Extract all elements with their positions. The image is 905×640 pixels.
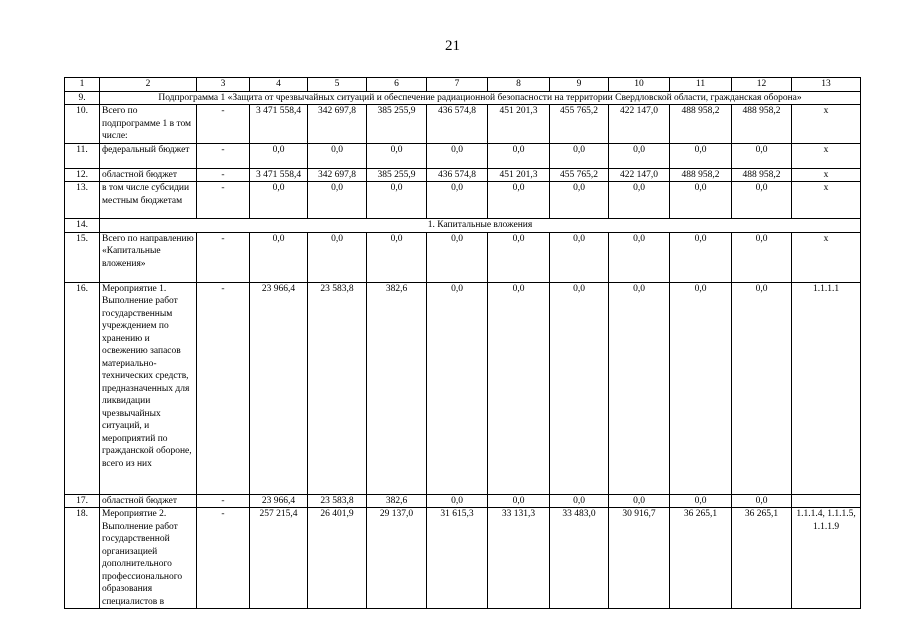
section-title: Подпрограмма 1 «Защита от чрезвычайных ситуаций и обеспечение радиационной безопасности на территории Свердловской области, гражданская оборона» <box>100 91 861 105</box>
row-number: 10. <box>65 105 100 144</box>
value-cell: 0,0 <box>670 143 732 168</box>
value-cell: 23 966,4 <box>250 494 308 508</box>
column-header: 1 <box>65 78 100 92</box>
row-number: 13. <box>65 182 100 219</box>
value-cell: 0,0 <box>670 182 732 219</box>
column-header: 7 <box>427 78 488 92</box>
target-ref-cell: 1.1.1.4, 1.1.1.5, 1.1.1.9 <box>792 508 861 609</box>
row-number: 12. <box>65 168 100 182</box>
column-header: 13 <box>792 78 861 92</box>
row-number: 17. <box>65 494 100 508</box>
value-cell: 488 958,2 <box>670 105 732 144</box>
value-cell: 36 265,1 <box>670 508 732 609</box>
value-cell: 455 765,2 <box>550 168 609 182</box>
value-cell: 0,0 <box>367 232 427 282</box>
header-row <box>65 78 861 92</box>
value-cell: 0,0 <box>550 232 609 282</box>
value-cell: 342 697,8 <box>308 168 367 182</box>
value-cell: 0,0 <box>308 182 367 219</box>
column-3-cell: - <box>197 143 250 168</box>
value-cell: 0,0 <box>427 143 488 168</box>
value-cell: 0,0 <box>609 494 670 508</box>
value-cell: 23 583,8 <box>308 494 367 508</box>
value-cell: 29 137,0 <box>367 508 427 609</box>
column-header: 6 <box>367 78 427 92</box>
value-cell: 26 401,9 <box>308 508 367 609</box>
table-row <box>65 168 861 182</box>
value-cell: 0,0 <box>670 282 732 494</box>
column-header: 12 <box>732 78 792 92</box>
row-number: 14. <box>65 219 100 233</box>
row-name: Мероприятие 1. Выполнение работ государственным учреждением по хранению и освежению запасов материально-технических средств, предназначенных для ликвидации чрезвычайных ситуаций, и мероприятий по гражданской обороне, всего из них <box>100 282 197 494</box>
value-cell: 0,0 <box>488 494 550 508</box>
value-cell: 0,0 <box>308 143 367 168</box>
value-cell: 488 958,2 <box>670 168 732 182</box>
table-row <box>65 508 861 609</box>
column-3-cell: - <box>197 508 250 609</box>
target-ref-cell: х <box>792 143 861 168</box>
row-number: 15. <box>65 232 100 282</box>
subprogram-row <box>65 91 861 105</box>
value-cell: 0,0 <box>609 182 670 219</box>
value-cell: 0,0 <box>550 182 609 219</box>
value-cell: 0,0 <box>367 143 427 168</box>
table-row <box>65 282 861 494</box>
value-cell: 422 147,0 <box>609 168 670 182</box>
value-cell: 36 265,1 <box>732 508 792 609</box>
value-cell: 385 255,9 <box>367 168 427 182</box>
page-number: 21 <box>445 38 460 54</box>
value-cell: 0,0 <box>732 182 792 219</box>
value-cell: 0,0 <box>732 143 792 168</box>
row-name: Мероприятие 2. Выполнение работ государственной организацией дополнительного профессионального образования специалистов в <box>100 508 197 609</box>
column-3-cell: - <box>197 282 250 494</box>
value-cell: 3 471 558,4 <box>250 105 308 144</box>
row-number: 18. <box>65 508 100 609</box>
value-cell: 451 201,3 <box>488 168 550 182</box>
budget-table <box>64 77 861 609</box>
section-title: 1. Капитальные вложения <box>100 219 861 233</box>
target-ref-cell: х <box>792 168 861 182</box>
value-cell: 0,0 <box>609 143 670 168</box>
value-cell: 0,0 <box>488 232 550 282</box>
target-ref-cell <box>792 494 861 508</box>
value-cell: 422 147,0 <box>609 105 670 144</box>
value-cell: 0,0 <box>308 232 367 282</box>
value-cell: 488 958,2 <box>732 105 792 144</box>
column-3-cell: - <box>197 494 250 508</box>
row-name: областной бюджет <box>100 494 197 508</box>
row-name: областной бюджет <box>100 168 197 182</box>
value-cell: 0,0 <box>427 494 488 508</box>
column-header: 3 <box>197 78 250 92</box>
row-name: Всего по подпрограмме 1 в том числе: <box>100 105 197 144</box>
value-cell: 0,0 <box>427 282 488 494</box>
column-header: 9 <box>550 78 609 92</box>
value-cell: 382,6 <box>367 494 427 508</box>
value-cell: 0,0 <box>609 282 670 494</box>
value-cell: 31 615,3 <box>427 508 488 609</box>
column-3-cell: - <box>197 105 250 144</box>
row-name: в том числе субсидии местным бюджетам <box>100 182 197 219</box>
value-cell: 0,0 <box>250 232 308 282</box>
table-row <box>65 494 861 508</box>
column-3-cell: - <box>197 168 250 182</box>
table-row <box>65 182 861 219</box>
column-header: 2 <box>100 78 197 92</box>
table-row <box>65 143 861 168</box>
column-header: 4 <box>250 78 308 92</box>
value-cell: 0,0 <box>488 182 550 219</box>
value-cell: 455 765,2 <box>550 105 609 144</box>
table-row <box>65 105 861 144</box>
value-cell: 0,0 <box>670 494 732 508</box>
value-cell: 0,0 <box>488 143 550 168</box>
column-header: 8 <box>488 78 550 92</box>
value-cell: 385 255,9 <box>367 105 427 144</box>
column-3-cell: - <box>197 182 250 219</box>
value-cell: 0,0 <box>488 282 550 494</box>
value-cell: 0,0 <box>670 232 732 282</box>
column-3-cell: - <box>197 232 250 282</box>
target-ref-cell: х <box>792 105 861 144</box>
value-cell: 33 131,3 <box>488 508 550 609</box>
value-cell: 0,0 <box>732 282 792 494</box>
value-cell: 451 201,3 <box>488 105 550 144</box>
value-cell: 436 574,8 <box>427 105 488 144</box>
column-header: 10 <box>609 78 670 92</box>
value-cell: 257 215,4 <box>250 508 308 609</box>
section-row <box>65 219 861 233</box>
value-cell: 0,0 <box>367 182 427 219</box>
target-ref-cell: х <box>792 232 861 282</box>
row-number: 16. <box>65 282 100 494</box>
value-cell: 0,0 <box>550 494 609 508</box>
value-cell: 436 574,8 <box>427 168 488 182</box>
target-ref-cell: х <box>792 182 861 219</box>
value-cell: 0,0 <box>250 143 308 168</box>
table-body <box>65 78 861 609</box>
value-cell: 0,0 <box>427 182 488 219</box>
table-row <box>65 232 861 282</box>
value-cell: 488 958,2 <box>732 168 792 182</box>
row-number: 9. <box>65 91 100 105</box>
value-cell: 0,0 <box>732 232 792 282</box>
value-cell: 342 697,8 <box>308 105 367 144</box>
value-cell: 3 471 558,4 <box>250 168 308 182</box>
row-name: Всего по направлению «Капитальные вложения» <box>100 232 197 282</box>
value-cell: 0,0 <box>609 232 670 282</box>
target-ref-cell: 1.1.1.1 <box>792 282 861 494</box>
value-cell: 23 966,4 <box>250 282 308 494</box>
row-name: федеральный бюджет <box>100 143 197 168</box>
value-cell: 382,6 <box>367 282 427 494</box>
value-cell: 0,0 <box>250 182 308 219</box>
column-header: 11 <box>670 78 732 92</box>
column-header: 5 <box>308 78 367 92</box>
value-cell: 0,0 <box>550 143 609 168</box>
value-cell: 0,0 <box>732 494 792 508</box>
value-cell: 0,0 <box>550 282 609 494</box>
value-cell: 30 916,7 <box>609 508 670 609</box>
value-cell: 23 583,8 <box>308 282 367 494</box>
row-number: 11. <box>65 143 100 168</box>
value-cell: 33 483,0 <box>550 508 609 609</box>
value-cell: 0,0 <box>427 232 488 282</box>
